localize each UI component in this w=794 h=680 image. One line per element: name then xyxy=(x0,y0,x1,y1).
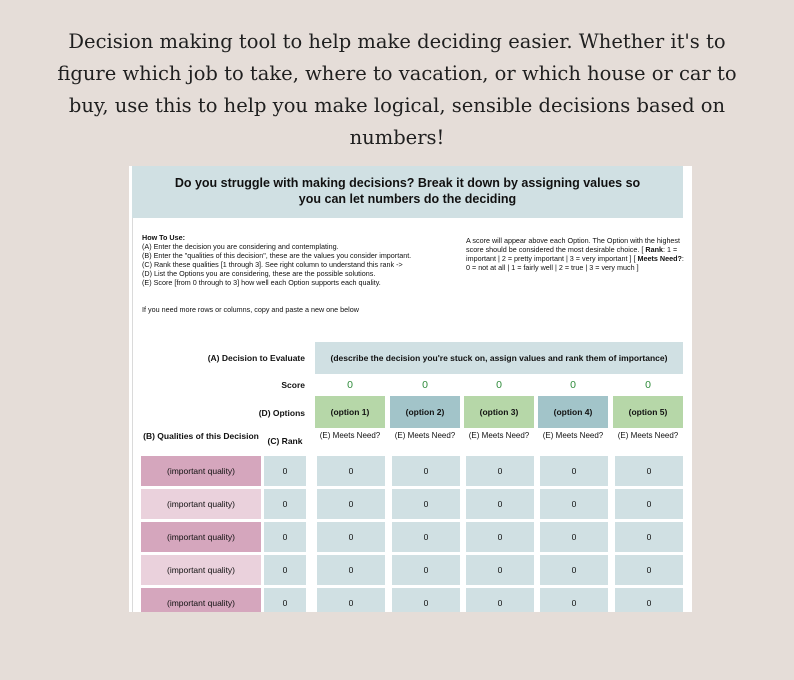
score-cell[interactable]: 0 xyxy=(615,588,683,612)
sheet-title xyxy=(132,166,683,218)
howto-line: (D) List the Options you are considering, these are the possible solutions. xyxy=(142,269,376,278)
option-score: 0 xyxy=(422,379,428,391)
option-score: 0 xyxy=(570,379,576,391)
option-4-cell[interactable]: (option 4) xyxy=(538,396,608,428)
meets-need-header: (E) Meets Need? xyxy=(394,431,456,440)
rank-cell[interactable]: 0 xyxy=(264,456,306,486)
quality-cell[interactable]: (important quality) xyxy=(141,489,261,519)
options-label: (D) Options xyxy=(258,408,305,418)
option-1-cell[interactable]: (option 1) xyxy=(315,396,385,428)
score-cell[interactable]: 0 xyxy=(317,489,385,519)
howto-line: (E) Score [from 0 through to 3] how well each Option supports each quality. xyxy=(142,278,381,287)
score-cell[interactable]: 0 xyxy=(540,588,608,612)
qualities-header: (B) Qualities of this Decision xyxy=(143,431,259,441)
score-cell[interactable]: 0 xyxy=(540,456,608,486)
score-cell[interactable]: 0 xyxy=(392,588,460,612)
rows-note: If you need more rows or columns, copy and paste a new one below xyxy=(142,305,359,314)
score-cell[interactable]: 0 xyxy=(392,456,460,486)
rank-cell[interactable]: 0 xyxy=(264,522,306,552)
decision-label: (A) Decision to Evaluate xyxy=(207,353,305,363)
headline-text: Decision making tool to help make deciding easier. Whether it's to figure which job to take, where to vacation, or which house or car to buy, use this to help you make logical, sensible decisions based on numbers! xyxy=(57,30,737,149)
sheet-title-line-2: you can let numbers do the deciding xyxy=(298,192,517,206)
option-score: 0 xyxy=(496,379,502,391)
score-cell[interactable]: 0 xyxy=(466,522,534,552)
decision-input-cell[interactable]: (describe the decision you're stuck on, assign values and rank them of importance) xyxy=(315,342,683,374)
sheet-title-line-1: Do you struggle with making decisions? Break it down by assigning values so xyxy=(174,176,641,190)
score-label: Score xyxy=(281,380,305,390)
score-info-text: : 1 = important | 2 = pretty important | 3 = very important ] [ xyxy=(466,245,678,263)
quality-cell[interactable]: (important quality) xyxy=(141,588,261,612)
rank-cell[interactable]: 0 xyxy=(264,555,306,585)
score-cell[interactable]: 0 xyxy=(540,489,608,519)
meets-need-header: (E) Meets Need? xyxy=(468,431,530,440)
score-cell[interactable]: 0 xyxy=(317,522,385,552)
quality-cell[interactable]: (important quality) xyxy=(141,522,261,552)
score-cell[interactable]: 0 xyxy=(317,456,385,486)
quality-cell[interactable]: (important quality) xyxy=(141,456,261,486)
meets-key-label: Meets Need? xyxy=(637,254,682,263)
howto-line: (A) Enter the decision you are considering and contemplating. xyxy=(142,242,339,251)
option-2-cell[interactable]: (option 2) xyxy=(390,396,460,428)
howto-line: (C) Rank these qualities [1 through 3]. See right column to understand this rank -> xyxy=(142,260,403,269)
howto-title: How To Use: xyxy=(142,233,185,242)
option-5-cell[interactable]: (option 5) xyxy=(613,396,683,428)
score-cell[interactable]: 0 xyxy=(392,522,460,552)
score-info-text: A score will appear above each Option. The Option with the highest score should be considered the most desirable choice. [ xyxy=(466,236,681,254)
score-cell[interactable]: 0 xyxy=(466,456,534,486)
rank-header: (C) Rank xyxy=(267,436,303,446)
score-cell[interactable]: 0 xyxy=(317,588,385,612)
how-to-instructions xyxy=(142,233,442,287)
score-explanation xyxy=(466,236,684,272)
meets-need-header: (E) Meets Need? xyxy=(542,431,604,440)
option-3-cell[interactable]: (option 3) xyxy=(464,396,534,428)
score-info-text: : 0 = not at all | 1 = fairly well | 2 = true | 3 = very much ] xyxy=(466,254,684,272)
score-cell[interactable]: 0 xyxy=(615,489,683,519)
rank-cell[interactable]: 0 xyxy=(264,588,306,612)
spreadsheet xyxy=(129,166,692,612)
option-score: 0 xyxy=(347,379,353,391)
score-cell[interactable]: 0 xyxy=(540,522,608,552)
score-cell[interactable]: 0 xyxy=(317,555,385,585)
score-cell[interactable]: 0 xyxy=(615,456,683,486)
quality-cell[interactable]: (important quality) xyxy=(141,555,261,585)
score-cell[interactable]: 0 xyxy=(392,555,460,585)
score-cell[interactable]: 0 xyxy=(392,489,460,519)
score-cell[interactable]: 0 xyxy=(615,555,683,585)
howto-line: (B) Enter the "qualities of this decision", these are the values you consider important. xyxy=(142,251,412,260)
rank-key-label: Rank xyxy=(645,245,663,254)
rank-cell[interactable]: 0 xyxy=(264,489,306,519)
score-cell[interactable]: 0 xyxy=(466,588,534,612)
option-score: 0 xyxy=(645,379,651,391)
left-gridline xyxy=(132,218,133,612)
meets-need-header: (E) Meets Need? xyxy=(617,431,679,440)
score-cell[interactable]: 0 xyxy=(466,489,534,519)
score-cell[interactable]: 0 xyxy=(540,555,608,585)
score-cell[interactable]: 0 xyxy=(615,522,683,552)
score-cell[interactable]: 0 xyxy=(466,555,534,585)
meets-need-header: (E) Meets Need? xyxy=(319,431,381,440)
